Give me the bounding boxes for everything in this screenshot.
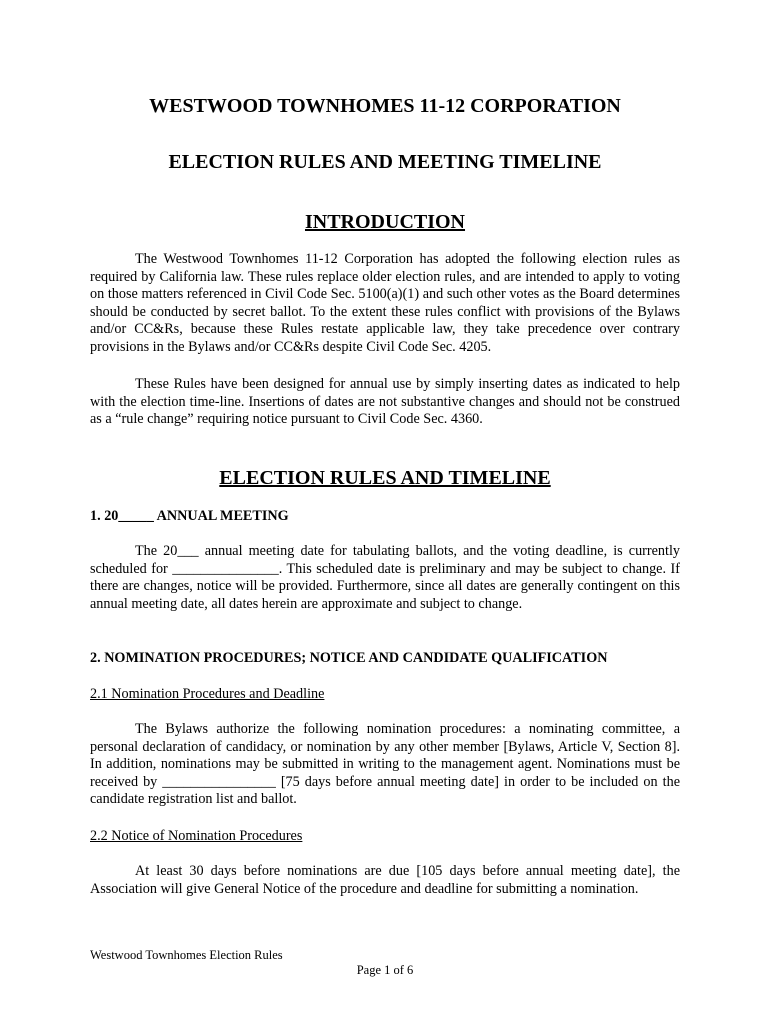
- introduction-heading: [90, 210, 680, 234]
- page-number: Page 1 of 6: [356, 963, 414, 977]
- section-1-paragraph: The 20___ annual meeting date for tabulating ballots, and the voting deadline, is currently scheduled for _______________. This scheduled date is preliminary and may be subject to change. If there are changes, notice will be provided. Furthermore, since all dates are generally contingent on this annual meeting date, all dates herein are approximate and subject to change.: [90, 543, 680, 612]
- intro-paragraph-2: These Rules have been designed for annual use by simply inserting dates as indicated to help with the election time-line. Insertions of dates are not substantive changes and should not be construed as a “rule change” requiring notice pursuant to Civil Code Sec. 4360.: [90, 376, 680, 428]
- rules-heading-text: ELECTION RULES AND TIMELINE: [219, 467, 551, 489]
- section-1-heading: 1. 20_____ ANNUAL MEETING: [90, 508, 289, 524]
- section-2-1-heading: 2.1 Nomination Procedures and Deadline: [90, 686, 325, 702]
- document-subtitle: ELECTION RULES AND MEETING TIMELINE: [168, 151, 602, 173]
- section-2-2-paragraph: At least 30 days before nominations are due [105 days before annual meeting date], the Association will give General Notice of the procedure and deadline for submitting a nomination.: [90, 863, 680, 897]
- footer-text: Westwood Townhomes Election Rules: [90, 948, 283, 962]
- section-2-1-paragraph: The Bylaws authorize the following nomination procedures: a nominating committee, a personal declaration of candidacy, or nomination by any other member [Bylaws, Article V, Section 8]. In addition, nominations may be submitted in writing to the management agent. Nominations must be received by ________________ [75 days before annual meeting date] in order to be included on the candidate registration list and ballot.: [90, 721, 680, 808]
- document-page: [90, 0, 680, 1024]
- section-2-2-heading: 2.2 Notice of Nomination Procedures: [90, 828, 303, 844]
- introduction-heading-text: INTRODUCTION: [304, 211, 466, 233]
- intro-paragraph-1: The Westwood Townhomes 11-12 Corporation has adopted the following election rules as required by California law. These rules replace older election rules, and are intended to apply to voting on those matters referenced in Civil Code Sec. 5100(a)(1) and such other votes as the Board determines should be conducted by secret ballot. To the extent these rules conflict with provisions of the Bylaws and/or CC&Rs, because these Rules restate applicable law, they take precedence over contrary provisions in the Bylaws and/or CC&Rs despite Civil Code Sec. 4205.: [90, 251, 680, 355]
- section-2-heading: 2. NOMINATION PROCEDURES; NOTICE AND CANDIDATE QUALIFICATION: [90, 650, 608, 666]
- document-title: WESTWOOD TOWNHOMES 11-12 CORPORATION: [149, 95, 621, 117]
- rules-heading: [90, 466, 680, 490]
